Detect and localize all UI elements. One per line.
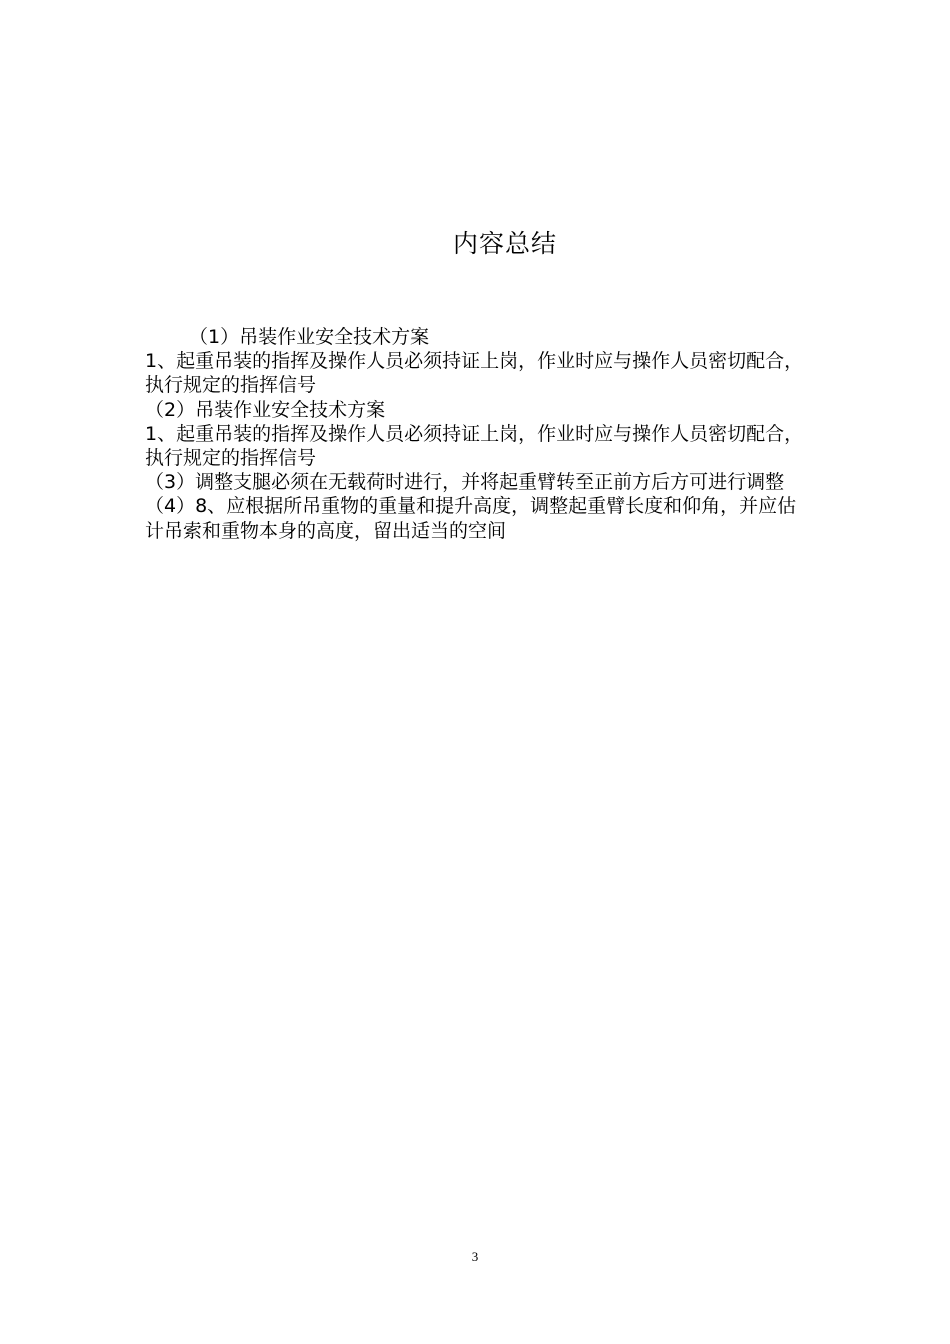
- paragraph-3: （2）吊装作业安全技术方案: [145, 398, 386, 421]
- page-title: 内容总结: [452, 229, 557, 258]
- paragraph-2: 1、起重吊装的指挥及操作人员必须持证上岗，作业时应与操作人员密切配合，执行规定的指挥信号: [145, 350, 804, 397]
- paragraph-1: （1）吊装作业安全技术方案: [189, 326, 430, 348]
- page-number: 3: [471, 1249, 479, 1264]
- paragraph-4: 1、起重吊装的指挥及操作人员必须持证上岗，作业时应与操作人员密切配合，执行规定的指挥信号: [145, 422, 804, 470]
- paragraph-6: （4）8、应根据所吊重物的重量和提升高度，调整起重臂长度和仰角，并应估计吊索和重物本身的高度，留出适当的空间: [145, 495, 797, 542]
- summary-body: [145, 325, 805, 543]
- paragraph-5: （3）调整支腿必须在无载荷时进行，并将起重臂转至正前方后方可进行调整: [145, 471, 785, 494]
